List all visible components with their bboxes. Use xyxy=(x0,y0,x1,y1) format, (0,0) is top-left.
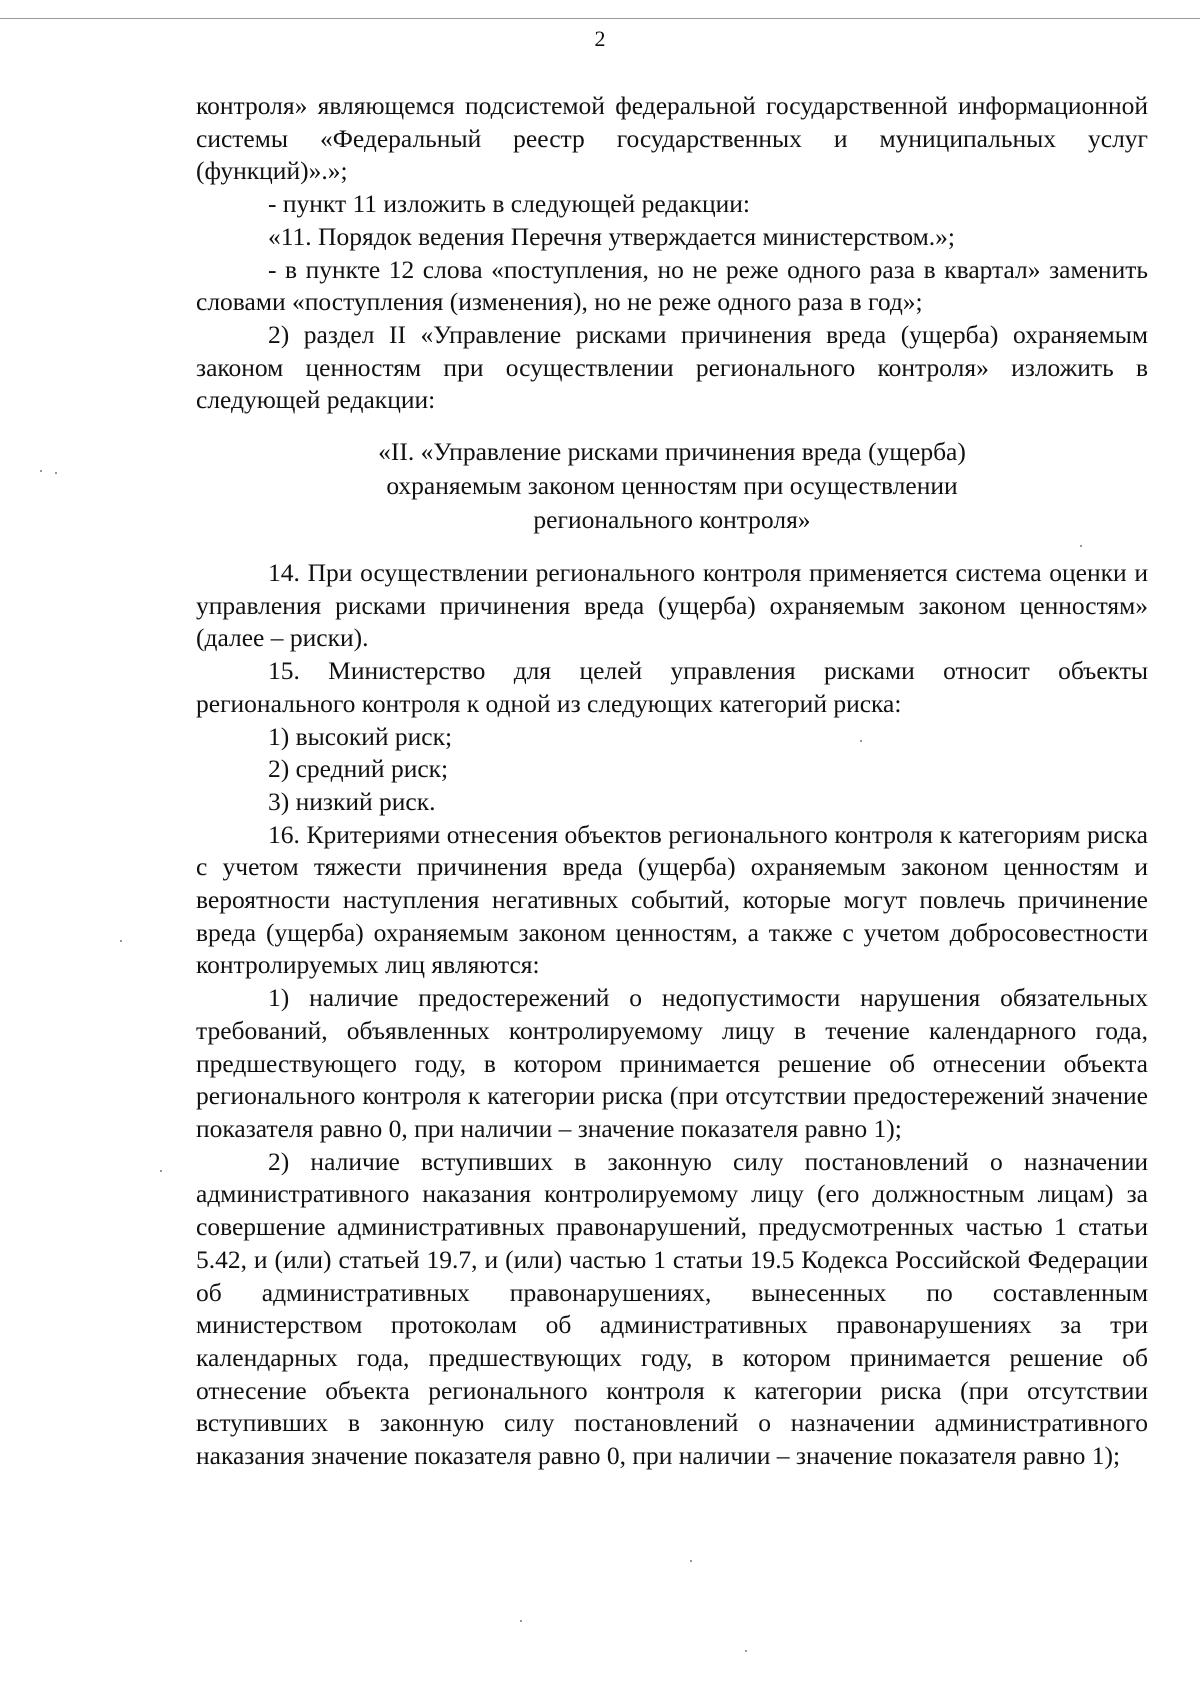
list-item-low-risk: 3) низкий риск. xyxy=(268,786,436,816)
page-number: 2 xyxy=(594,26,606,51)
criterion-1-warnings: 1) наличие предостережений о недопустимости нарушения обязательных требований, объявленных контролируемому лицу в течение календарного года, предшествующего году, в котором принимается решение об отнесении объекта регионального контроля к категории риска (при отсутствии предостережений значение показателя равно 0, при наличии – значение показателя равно 1); xyxy=(196,983,1148,1143)
scan-speck xyxy=(120,940,122,942)
paragraph-item-14: 14. При осуществлении регионального контроля применяется система оценки и управления рисками причинения вреда (ущерба) охраняемым законом ценностям» (далее – риски). xyxy=(196,558,1148,653)
list-item-medium-risk: 2) средний риск; xyxy=(268,754,449,784)
paragraph-item-15: 15. Министерство для целей управления рисками относит объекты регионального контроля к одной из следующих категорий риска: xyxy=(196,656,1148,718)
list-item-high-risk: 1) высокий риск; xyxy=(268,721,453,751)
scan-top-edge-line xyxy=(0,18,1200,19)
section-heading-line: охраняемым законом ценностям при осуществлении xyxy=(386,471,958,501)
document-body xyxy=(196,90,1148,1473)
scan-speck xyxy=(690,1560,692,1562)
section-heading xyxy=(196,435,1148,537)
scan-speck xyxy=(520,1620,522,1622)
scan-speck xyxy=(55,472,57,474)
scan-speck xyxy=(1080,545,1082,547)
paragraph-section-ii-amendment: 2) раздел II «Управление рисками причинения вреда (ущерба) охраняемым законом ценностям при осуществлении регионального контроля» изложить в следующей редакции: xyxy=(196,319,1148,415)
scan-speck xyxy=(160,1170,162,1172)
scan-speck xyxy=(40,470,42,472)
paragraph-item-11-intro: - пункт 11 изложить в следующей редакции: xyxy=(268,189,751,219)
paragraph-item-12-amendment: - в пункте 12 слова «поступления, но не реже одного раза в квартал» заменить словами «поступления (изменения), но не реже одного раза в год»; xyxy=(196,254,1148,317)
paragraph-continuation: контроля» являющемся подсистемой федеральной государственной информационной системы «Федеральный реестр государственных и муниципальных услуг (функций)».»; xyxy=(196,91,1148,186)
scan-speck xyxy=(860,740,862,742)
paragraph-item-11-text: «11. Порядок ведения Перечня утверждается министерством.»; xyxy=(268,221,955,251)
paragraph-item-16: 16. Критериями отнесения объектов регионального контроля к категориям риска с учетом тяжести причинения вреда (ущерба) охраняемым законом ценностям и вероятности наступления негативных событий, которые могут повлечь причинение вреда (ущерба) охраняемым законом ценностям, а также с учетом добросовестности контролируемых лиц являются: xyxy=(196,819,1148,980)
criterion-2-penalties: 2) наличие вступивших в законную силу постановлений о назначении административного наказания контролируемому лицу (его должностным лицам) за совершение административных правонарушений, предусмотренных частью 1 статьи 5.42, и (или) статьей 19.7, и (или) частью 1 статьи 19.5 Кодекса Российской Федерации об административных правонарушениях, вынесенных по составленным министерством протоколам об административных правонарушениях за три календарных года, предшествующих году, в котором принимается решение об отнесение объекта регионального контроля к категории риска (при отсутствии вступивших в законную силу постановлений о назначении административного наказания значение показателя равно 0, при наличии – значение показателя равно 1); xyxy=(196,1146,1148,1471)
section-heading-line: регионального контроля» xyxy=(533,505,811,535)
scan-speck xyxy=(745,1650,747,1652)
section-heading-line: «II. «Управление рисками причинения вреда (ущерба) xyxy=(378,437,966,467)
